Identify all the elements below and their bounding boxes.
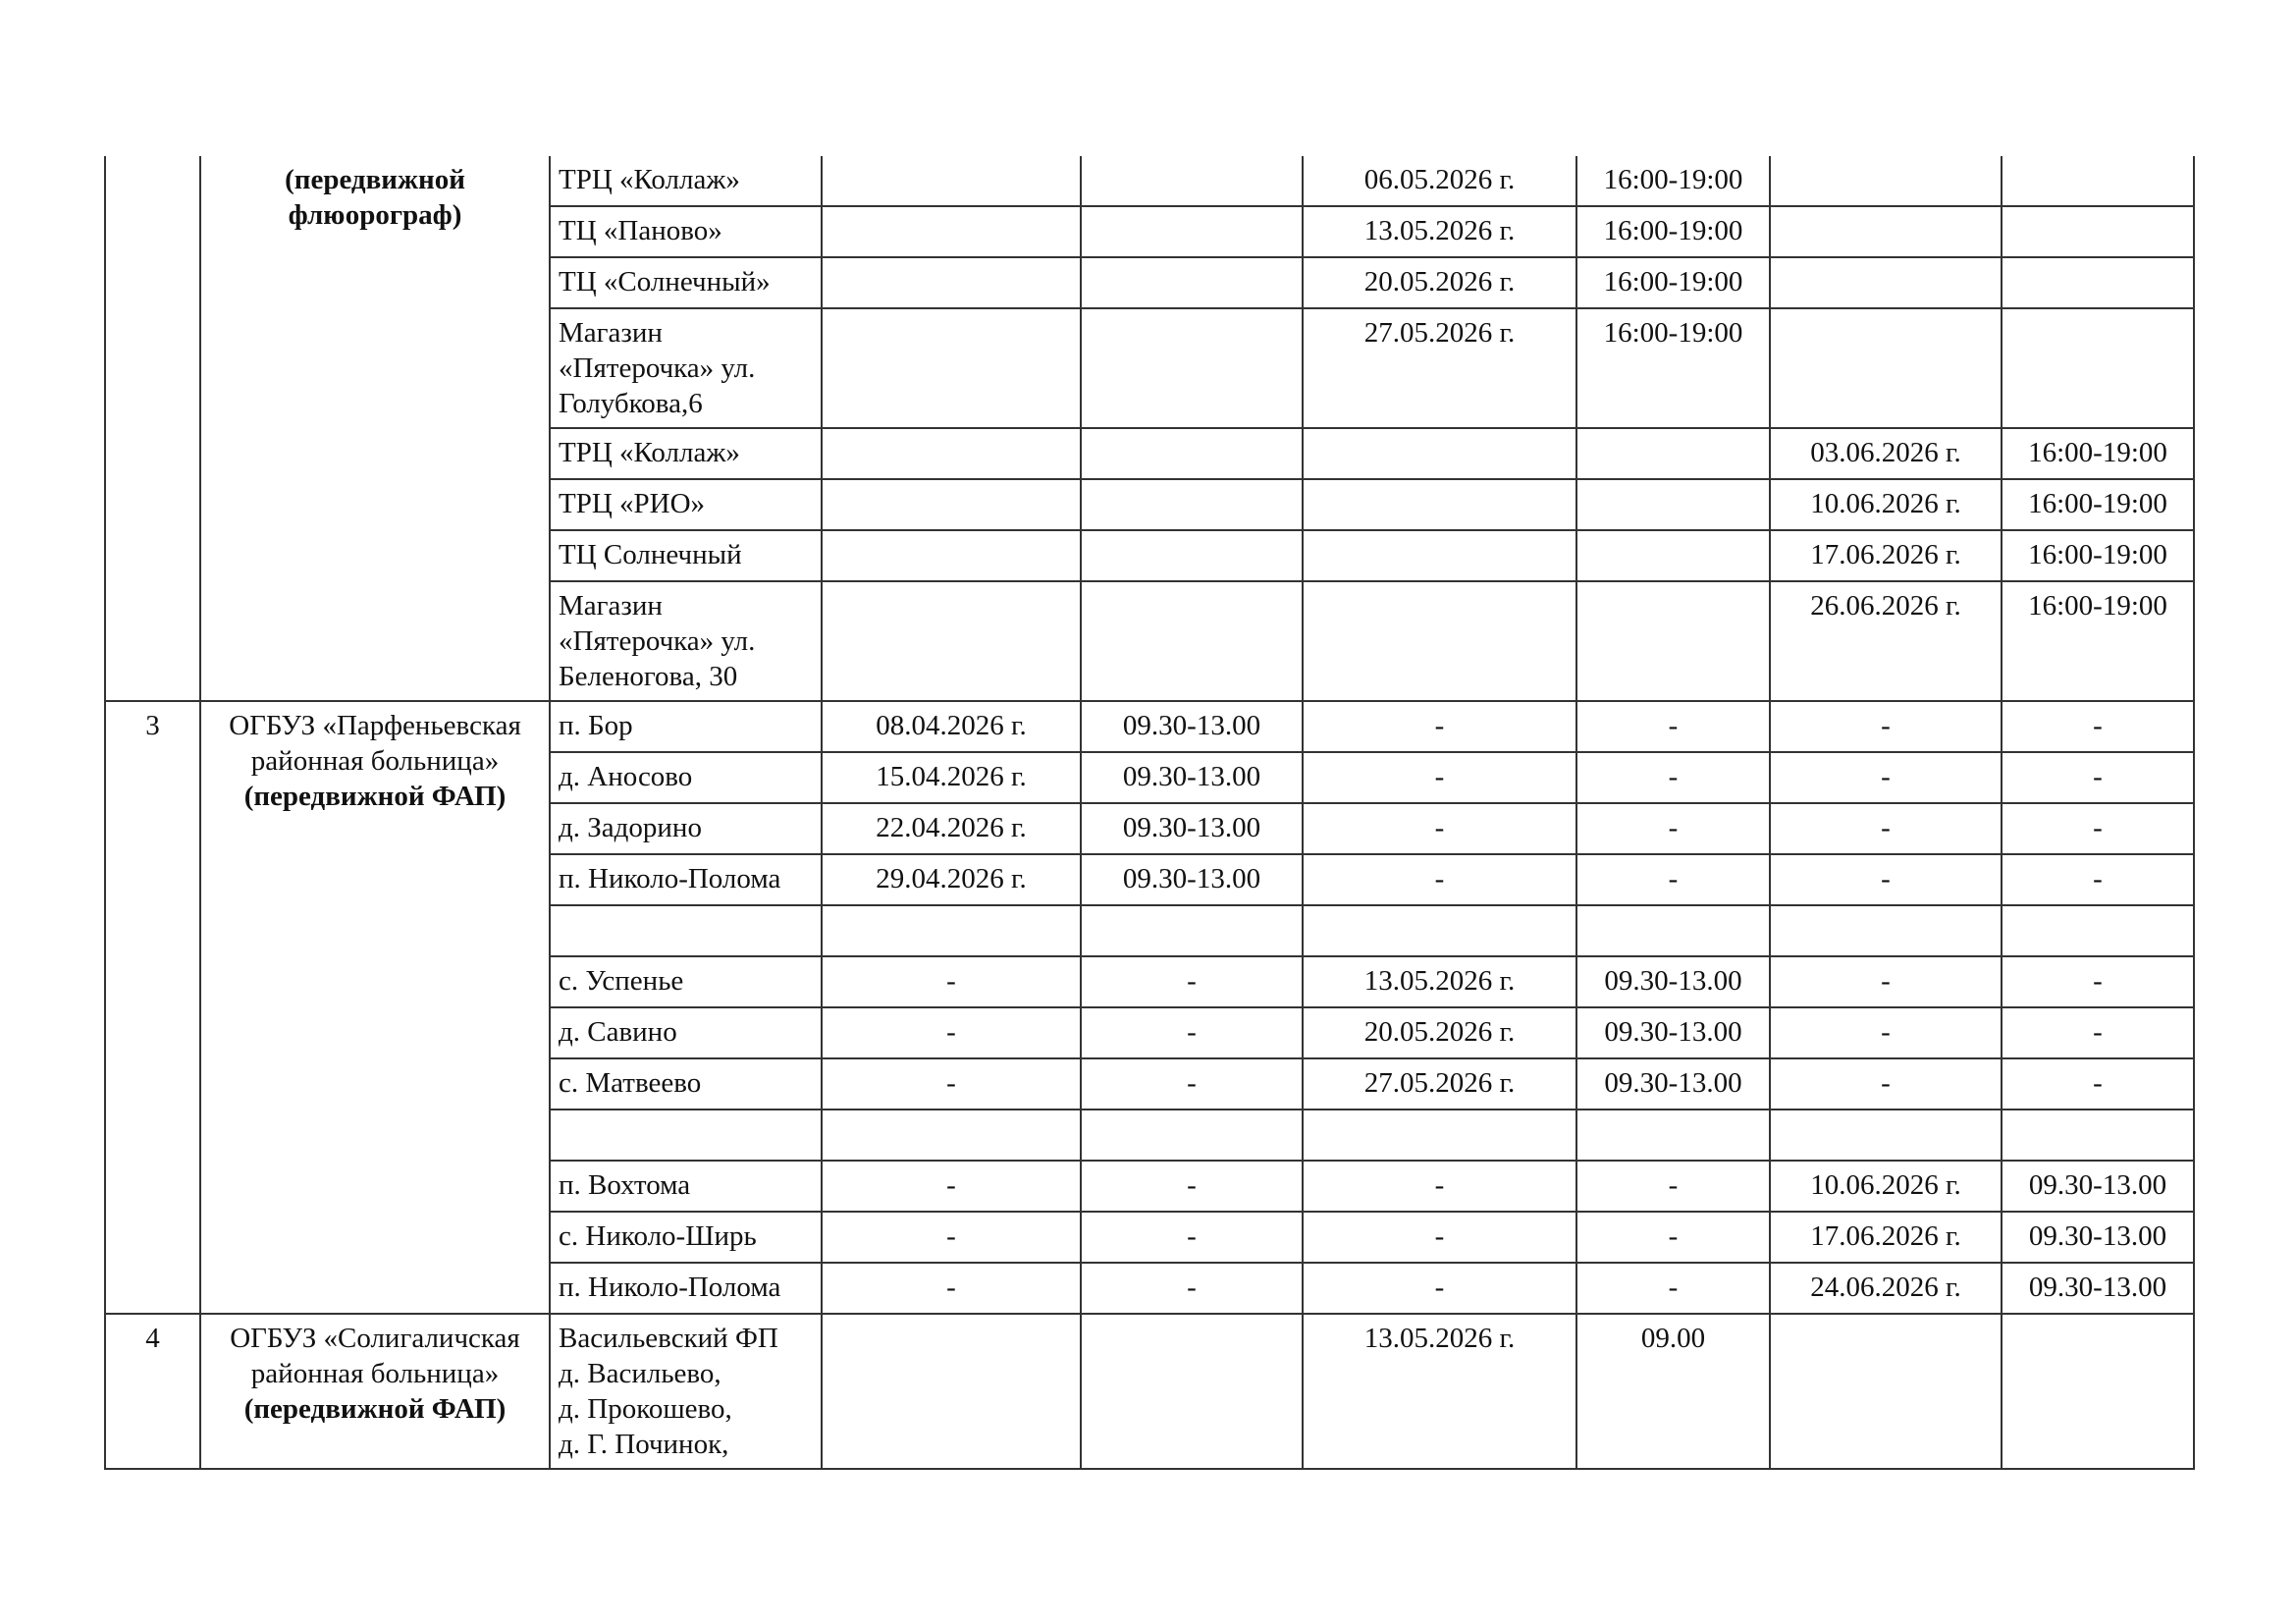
april-time-cell	[1081, 905, 1303, 956]
may-date-cell: -	[1303, 752, 1576, 803]
june-date-cell	[1770, 1314, 2002, 1469]
april-date-cell	[822, 257, 1081, 308]
may-time-cell	[1576, 1110, 1770, 1161]
april-time-cell: -	[1081, 1007, 1303, 1058]
may-date-cell: 27.05.2026 г.	[1303, 1058, 1576, 1110]
april-date-cell	[822, 1314, 1081, 1469]
location-line: с. Матвеево	[559, 1067, 702, 1099]
may-date-cell: 13.05.2026 г.	[1303, 956, 1576, 1007]
location-line: д. Аносово	[559, 761, 693, 792]
june-date-cell: -	[1770, 1058, 2002, 1110]
june-time-cell: 16:00-19:00	[2002, 479, 2194, 530]
june-time-cell: 16:00-19:00	[2002, 530, 2194, 581]
may-time-cell	[1576, 479, 1770, 530]
april-time-cell: -	[1081, 1212, 1303, 1263]
may-time-cell: 09.30-13.00	[1576, 956, 1770, 1007]
location-cell	[550, 854, 822, 905]
location-cell	[550, 156, 822, 206]
location-cell	[550, 1263, 822, 1314]
location-cell	[550, 1314, 822, 1469]
location-line: ТРЦ «Коллаж»	[559, 437, 740, 468]
april-time-cell	[1081, 1314, 1303, 1469]
june-date-cell	[1770, 1110, 2002, 1161]
location-cell	[550, 1110, 822, 1161]
location-line: ТЦ Солнечный	[559, 539, 742, 570]
may-date-cell: -	[1303, 803, 1576, 854]
april-date-cell: -	[822, 1058, 1081, 1110]
organization-type-line: (передвижной	[285, 164, 465, 195]
june-date-cell: -	[1770, 752, 2002, 803]
april-date-cell	[822, 428, 1081, 479]
april-date-cell: 08.04.2026 г.	[822, 701, 1081, 752]
may-time-cell: -	[1576, 1212, 1770, 1263]
may-date-cell	[1303, 1110, 1576, 1161]
location-line: «Пятерочка» ул.	[559, 625, 756, 657]
location-line: Беленогова, 30	[559, 661, 738, 692]
location-line: д. Васильево,	[559, 1358, 721, 1389]
row-number-cell: 4	[105, 1314, 200, 1469]
organization-cell	[200, 701, 550, 1314]
may-time-cell: 16:00-19:00	[1576, 156, 1770, 206]
location-line: п. Вохтома	[559, 1169, 691, 1201]
june-date-cell	[1770, 308, 2002, 428]
location-line: д. Задорино	[559, 812, 702, 843]
may-date-cell: 27.05.2026 г.	[1303, 308, 1576, 428]
may-date-cell: 06.05.2026 г.	[1303, 156, 1576, 206]
may-time-cell: -	[1576, 854, 1770, 905]
april-time-cell	[1081, 206, 1303, 257]
location-cell	[550, 1161, 822, 1212]
may-date-cell: 13.05.2026 г.	[1303, 1314, 1576, 1469]
schedule-body	[105, 156, 2194, 1469]
organization-name-line: ОГБУЗ «Солигаличская	[230, 1323, 520, 1354]
april-time-cell: -	[1081, 1263, 1303, 1314]
location-cell	[550, 308, 822, 428]
location-cell	[550, 1007, 822, 1058]
may-time-cell: 16:00-19:00	[1576, 206, 1770, 257]
table-row	[105, 701, 2194, 752]
june-time-cell: -	[2002, 1007, 2194, 1058]
april-time-cell	[1081, 257, 1303, 308]
june-time-cell: 09.30-13.00	[2002, 1161, 2194, 1212]
april-date-cell: 15.04.2026 г.	[822, 752, 1081, 803]
organization-type-line: (передвижной ФАП)	[243, 1393, 507, 1425]
location-cell	[550, 803, 822, 854]
april-date-cell	[822, 905, 1081, 956]
june-date-cell: -	[1770, 956, 2002, 1007]
location-line: д. Г. Починок,	[559, 1429, 729, 1460]
table-row	[105, 156, 2194, 206]
may-date-cell	[1303, 530, 1576, 581]
april-time-cell: 09.30-13.00	[1081, 803, 1303, 854]
may-time-cell	[1576, 530, 1770, 581]
location-line: Васильевский ФП	[559, 1323, 778, 1354]
may-time-cell: 09.30-13.00	[1576, 1058, 1770, 1110]
april-time-cell	[1081, 428, 1303, 479]
location-line: с. Успенье	[559, 965, 684, 997]
june-time-cell: 16:00-19:00	[2002, 428, 2194, 479]
location-cell	[550, 581, 822, 701]
may-date-cell: 20.05.2026 г.	[1303, 257, 1576, 308]
may-time-cell: -	[1576, 752, 1770, 803]
organization-cell	[200, 156, 550, 701]
may-date-cell: -	[1303, 701, 1576, 752]
location-line: д. Прокошево,	[559, 1393, 732, 1425]
june-date-cell	[1770, 156, 2002, 206]
location-cell	[550, 530, 822, 581]
location-cell	[550, 752, 822, 803]
may-time-cell	[1576, 581, 1770, 701]
april-time-cell	[1081, 1110, 1303, 1161]
organization-type-line: флюорограф)	[288, 199, 462, 231]
june-time-cell	[2002, 156, 2194, 206]
may-time-cell: 09.00	[1576, 1314, 1770, 1469]
april-date-cell	[822, 1110, 1081, 1161]
april-date-cell: -	[822, 1263, 1081, 1314]
schedule-table	[104, 156, 2195, 1470]
location-line: ТРЦ «РИО»	[559, 488, 706, 519]
may-time-cell: 09.30-13.00	[1576, 1007, 1770, 1058]
organization-cell	[200, 1314, 550, 1469]
april-date-cell	[822, 530, 1081, 581]
location-line: ТРЦ «Коллаж»	[559, 164, 740, 195]
june-date-cell: -	[1770, 701, 2002, 752]
location-cell	[550, 701, 822, 752]
june-time-cell	[2002, 905, 2194, 956]
location-line: ТЦ «Солнечный»	[559, 266, 771, 298]
organization-name-line: ОГБУЗ «Парфеньевская	[229, 710, 521, 741]
june-date-cell: 10.06.2026 г.	[1770, 1161, 2002, 1212]
april-time-cell: 09.30-13.00	[1081, 752, 1303, 803]
june-date-cell: -	[1770, 803, 2002, 854]
april-date-cell: -	[822, 956, 1081, 1007]
june-date-cell: 10.06.2026 г.	[1770, 479, 2002, 530]
april-time-cell: -	[1081, 956, 1303, 1007]
may-time-cell: -	[1576, 803, 1770, 854]
june-date-cell: 17.06.2026 г.	[1770, 530, 2002, 581]
may-time-cell: 16:00-19:00	[1576, 308, 1770, 428]
location-line: Магазин	[559, 590, 663, 622]
may-date-cell: 20.05.2026 г.	[1303, 1007, 1576, 1058]
table-row	[105, 1314, 2194, 1469]
location-cell	[550, 956, 822, 1007]
may-date-cell	[1303, 581, 1576, 701]
april-time-cell: 09.30-13.00	[1081, 854, 1303, 905]
row-number-cell	[105, 156, 200, 701]
location-cell	[550, 1212, 822, 1263]
april-time-cell	[1081, 530, 1303, 581]
june-date-cell	[1770, 905, 2002, 956]
location-cell	[550, 206, 822, 257]
june-time-cell: -	[2002, 752, 2194, 803]
may-date-cell: -	[1303, 1161, 1576, 1212]
april-date-cell	[822, 156, 1081, 206]
april-date-cell	[822, 206, 1081, 257]
organization-name-line: районная больница»	[250, 1358, 500, 1389]
may-time-cell: -	[1576, 1263, 1770, 1314]
row-number-cell: 3	[105, 701, 200, 1314]
may-time-cell	[1576, 428, 1770, 479]
june-time-cell: 09.30-13.00	[2002, 1212, 2194, 1263]
june-time-cell: -	[2002, 701, 2194, 752]
april-date-cell	[822, 308, 1081, 428]
location-cell	[550, 1058, 822, 1110]
april-date-cell	[822, 581, 1081, 701]
june-time-cell	[2002, 257, 2194, 308]
may-time-cell: -	[1576, 1161, 1770, 1212]
location-cell	[550, 257, 822, 308]
april-time-cell: 09.30-13.00	[1081, 701, 1303, 752]
location-line: п. Николо-Полома	[559, 863, 781, 894]
june-time-cell	[2002, 1314, 2194, 1469]
june-time-cell: 09.30-13.00	[2002, 1263, 2194, 1314]
june-date-cell: -	[1770, 1007, 2002, 1058]
june-time-cell: -	[2002, 1058, 2194, 1110]
april-date-cell: -	[822, 1007, 1081, 1058]
april-time-cell	[1081, 479, 1303, 530]
june-time-cell: -	[2002, 854, 2194, 905]
may-date-cell	[1303, 428, 1576, 479]
location-line: ТЦ «Паново»	[559, 215, 722, 246]
location-line: с. Николо-Ширь	[559, 1220, 757, 1252]
may-date-cell: -	[1303, 854, 1576, 905]
april-date-cell	[822, 479, 1081, 530]
organization-type-line: (передвижной ФАП)	[243, 781, 507, 812]
april-time-cell	[1081, 581, 1303, 701]
may-time-cell	[1576, 905, 1770, 956]
june-time-cell: 16:00-19:00	[2002, 581, 2194, 701]
june-date-cell: 24.06.2026 г.	[1770, 1263, 2002, 1314]
may-time-cell: -	[1576, 701, 1770, 752]
june-date-cell: 03.06.2026 г.	[1770, 428, 2002, 479]
june-date-cell: 26.06.2026 г.	[1770, 581, 2002, 701]
june-date-cell: 17.06.2026 г.	[1770, 1212, 2002, 1263]
may-date-cell	[1303, 479, 1576, 530]
april-date-cell: -	[822, 1161, 1081, 1212]
june-date-cell: -	[1770, 854, 2002, 905]
location-line: Магазин	[559, 317, 663, 349]
may-date-cell: 13.05.2026 г.	[1303, 206, 1576, 257]
may-date-cell: -	[1303, 1263, 1576, 1314]
june-time-cell: -	[2002, 803, 2194, 854]
april-time-cell	[1081, 156, 1303, 206]
location-cell	[550, 428, 822, 479]
organization-name-line: районная больница»	[250, 745, 500, 777]
april-time-cell: -	[1081, 1058, 1303, 1110]
may-date-cell: -	[1303, 1212, 1576, 1263]
june-time-cell	[2002, 206, 2194, 257]
april-date-cell: -	[822, 1212, 1081, 1263]
april-time-cell: -	[1081, 1161, 1303, 1212]
location-cell	[550, 905, 822, 956]
april-date-cell: 22.04.2026 г.	[822, 803, 1081, 854]
june-date-cell	[1770, 206, 2002, 257]
june-time-cell	[2002, 308, 2194, 428]
location-line: п. Николо-Полома	[559, 1272, 781, 1303]
location-line: «Пятерочка» ул.	[559, 352, 756, 384]
may-date-cell	[1303, 905, 1576, 956]
june-time-cell	[2002, 1110, 2194, 1161]
april-time-cell	[1081, 308, 1303, 428]
location-cell	[550, 479, 822, 530]
june-date-cell	[1770, 257, 2002, 308]
june-time-cell: -	[2002, 956, 2194, 1007]
location-line: п. Бор	[559, 710, 633, 741]
location-line: д. Савино	[559, 1016, 677, 1048]
may-time-cell: 16:00-19:00	[1576, 257, 1770, 308]
april-date-cell: 29.04.2026 г.	[822, 854, 1081, 905]
location-line: Голубкова,6	[559, 388, 703, 419]
